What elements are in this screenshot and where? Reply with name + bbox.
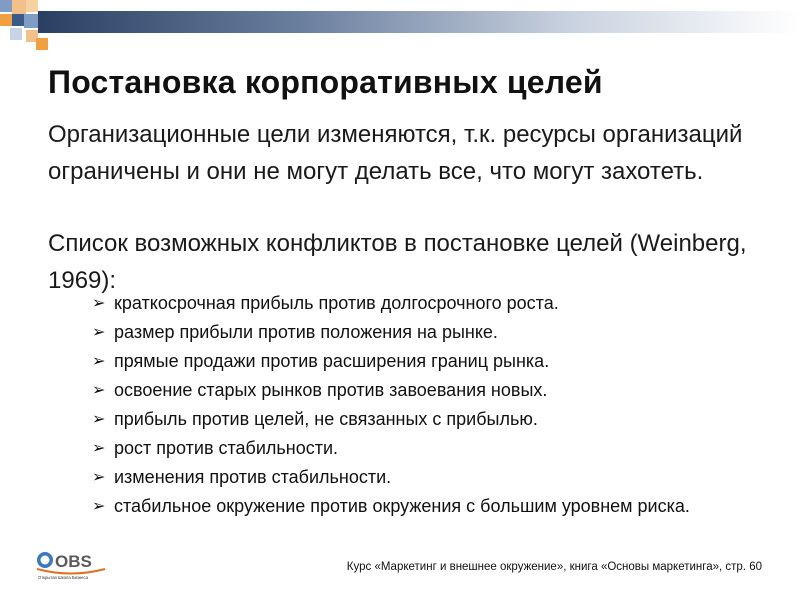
arrow-bullet-icon: ➢	[92, 324, 106, 341]
list-item-text: прибыль против целей, не связанных с прибылью.	[114, 409, 538, 429]
footer-course-reference: Курс «Маркетинг и внешнее окружение», книга «Основы маркетинга», стр. 60	[346, 561, 762, 573]
list-item	[92, 409, 712, 430]
logo-subtitle: Открытая Школа Бизнеса	[38, 575, 88, 580]
conflicts-list	[92, 293, 712, 525]
decor-square	[0, 14, 12, 26]
header-gradient-band	[38, 11, 800, 33]
arrow-bullet-icon: ➢	[92, 382, 106, 399]
arrow-bullet-icon: ➢	[92, 411, 106, 428]
arrow-bullet-icon: ➢	[92, 295, 106, 312]
list-item-text: стабильное окружение против окружения с большим уровнем риска.	[114, 496, 690, 516]
decor-square	[0, 0, 12, 12]
list-item	[92, 380, 712, 401]
list-item-text: изменения против стабильности.	[114, 467, 392, 487]
logo-text: OBS	[55, 552, 92, 571]
list-item-text: прямые продажи против расширения границ рынка.	[114, 351, 550, 371]
list-item-text: рост против стабильности.	[114, 438, 339, 458]
decor-square	[36, 38, 48, 50]
obs-logo	[36, 548, 106, 582]
list-item-text: размер прибыли против положения на рынке.	[114, 322, 498, 342]
decor-square	[12, 14, 24, 26]
list-item	[92, 467, 712, 488]
list-item	[92, 438, 712, 459]
list-item	[92, 496, 712, 517]
decor-square	[24, 14, 38, 28]
arrow-bullet-icon: ➢	[92, 469, 106, 486]
list-item-text: краткосрочная прибыль против долгосрочного роста.	[114, 293, 559, 313]
decor-square	[10, 28, 22, 40]
decor-square	[12, 0, 26, 14]
arrow-bullet-icon: ➢	[92, 440, 106, 457]
decor-square	[26, 0, 38, 12]
list-item	[92, 351, 712, 372]
paragraph-intro: Организационные цели изменяются, т.к. ресурсы организаций ограничены и они не могут делать все, что могут захотеть.	[48, 121, 743, 185]
arrow-bullet-icon: ➢	[92, 498, 106, 515]
list-item	[92, 293, 712, 314]
header-decoration	[0, 0, 800, 52]
list-item-text: освоение старых рынков против завоевания новых.	[114, 380, 548, 400]
arrow-bullet-icon: ➢	[92, 353, 106, 370]
paragraph-conflicts-heading: Список возможных конфликтов в постановке целей (Weinberg, 1969):	[48, 230, 747, 294]
slide-title: Постановка корпоративных целей	[48, 64, 603, 100]
list-item	[92, 322, 712, 343]
